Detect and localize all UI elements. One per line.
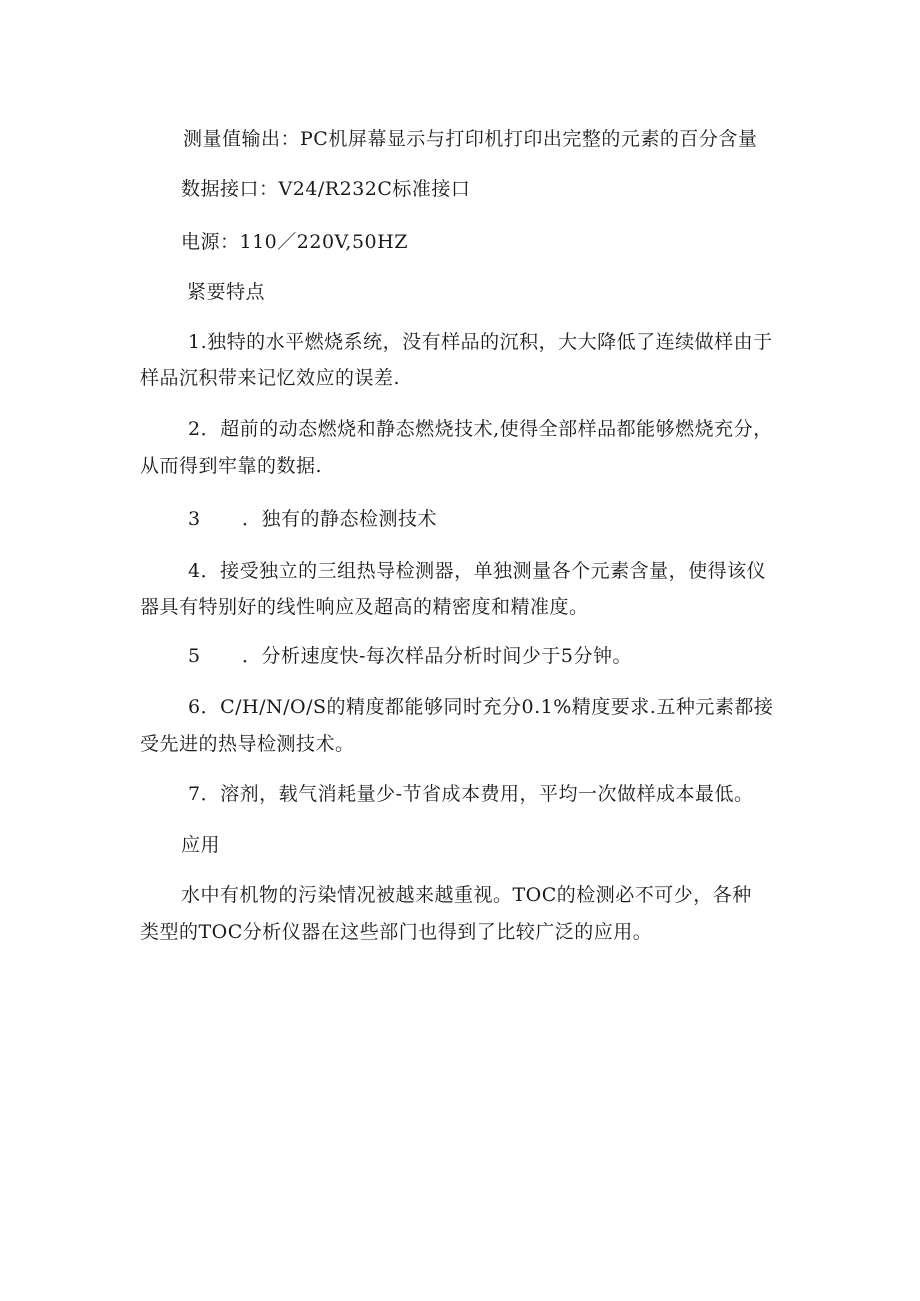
application-heading: 应用 (181, 834, 221, 856)
feature-2-line-2: 从而得到牢靠的数据. (140, 455, 323, 477)
feature-7-line-1: 7．溶剂，载气消耗量少-节省成本费用，平均一次做样成本最低。 (188, 783, 754, 805)
features-heading: 紧要特点 (187, 281, 266, 303)
data-interface-line: 数据接口：V24/R232C标准接口 (181, 178, 471, 200)
application-line-1: 水中有机物的污染情况被越来越重视。TOC的检测必不可少，各种 (181, 884, 752, 906)
feature-5-text: ．分析速度快-每次样品分析时间少于5分钟。 (242, 645, 633, 667)
feature-6-line-1: 6．C/H/N/O/S的精度都能够同时充分0.1%精度要求.五种元素都接 (188, 696, 774, 718)
feature-5-number: 5 (188, 645, 201, 667)
power-supply-line: 电源：110／220V,50HZ (181, 231, 408, 253)
feature-2-line-1: 2．超前的动态燃烧和静态燃烧技术,使得全部样品都能够燃烧充分， (188, 418, 773, 440)
feature-1-line-1: 1.独特的水平燃烧系统，没有样品的沉积，大大降低了连续做样由于 (188, 331, 773, 353)
measurement-output-line: 测量值输出：PC机屏幕显示与打印机打印出完整的元素的百分含量 (183, 128, 758, 150)
feature-1-line-2: 样品沉积带来记忆效应的误差. (140, 367, 401, 389)
feature-3-number: 3 (188, 508, 201, 530)
feature-6-line-2: 受先进的热导检测技术。 (140, 733, 355, 755)
application-line-2: 类型的TOC分析仪器在这些部门也得到了比较广泛的应用。 (140, 921, 653, 943)
feature-4-line-1: 4．接受独立的三组热导检测器，单独测量各个元素含量，使得该仪 (188, 560, 767, 582)
feature-4-line-2: 器具有特别好的线性响应及超高的精密度和精准度。 (140, 596, 589, 618)
feature-3-text: ．独有的静态检测技术 (242, 508, 438, 530)
